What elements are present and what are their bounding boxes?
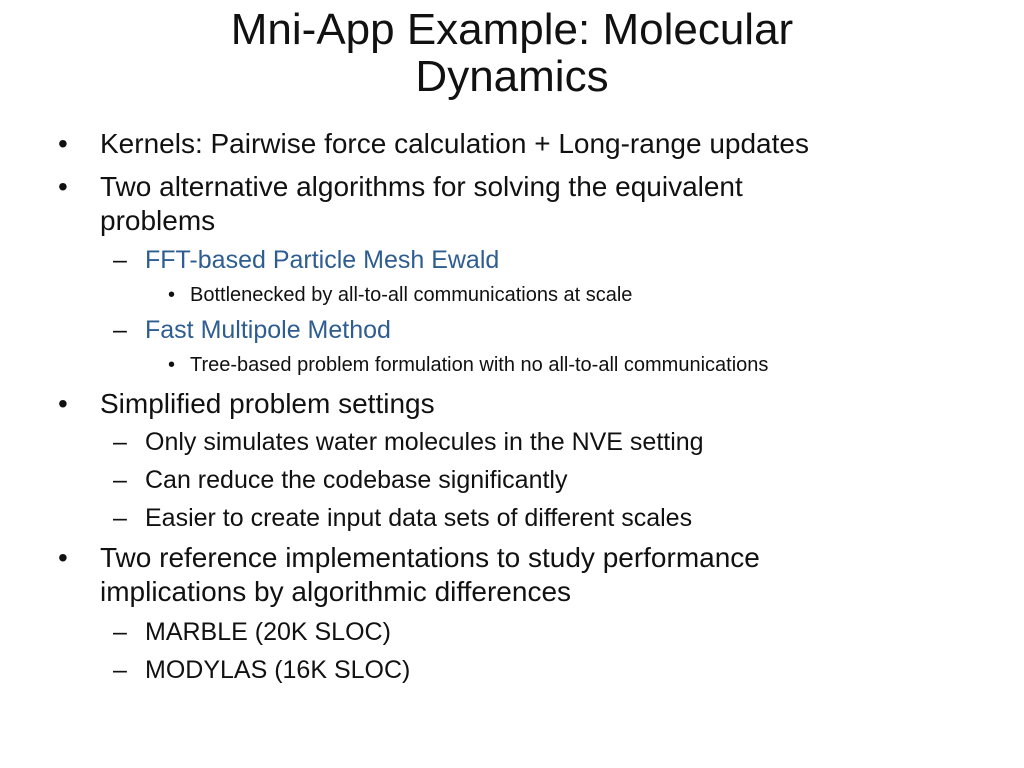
sub-bullet-text: MODYLAS (16K SLOC) bbox=[145, 656, 411, 684]
detail-bullet-text: Bottlenecked by all-to-all communications at scale bbox=[190, 284, 633, 306]
bullet-text: Two alternative algorithms for solving the equivalent bbox=[100, 171, 743, 202]
bullet-text: problems bbox=[100, 205, 216, 236]
sub-bullet-text: Fast Multipole Method bbox=[145, 316, 391, 344]
dash-marker: – bbox=[113, 246, 127, 274]
bullet-text: Kernels: Pairwise force calculation + Long-range updates bbox=[100, 128, 809, 159]
slide-title bbox=[100, 6, 924, 100]
detail-bullet-text: Tree-based problem formulation with no all-to-all communications bbox=[190, 354, 769, 376]
bullet-marker: • bbox=[58, 542, 68, 573]
sub-bullet-text: FFT-based Particle Mesh Ewald bbox=[145, 246, 500, 274]
bullet-marker: • bbox=[58, 171, 68, 202]
dash-marker: – bbox=[113, 466, 127, 494]
slide-title-line-2: Dynamics bbox=[415, 52, 609, 101]
sub-bullet-text: Can reduce the codebase significantly bbox=[145, 466, 568, 494]
dash-marker: – bbox=[113, 656, 127, 684]
sub-bullet-text: Easier to create input data sets of different scales bbox=[145, 504, 693, 532]
bullet-marker: • bbox=[168, 284, 176, 306]
bullet-text: implications by algorithmic differences bbox=[100, 576, 572, 607]
bullet-marker: • bbox=[58, 128, 68, 159]
dash-marker: – bbox=[113, 504, 127, 532]
dash-marker: – bbox=[113, 618, 127, 646]
dash-marker: – bbox=[113, 316, 127, 344]
bullet-marker: • bbox=[58, 388, 68, 419]
slide-title-line-1: Mni-App Example: Molecular bbox=[230, 5, 794, 54]
sub-bullet-text: Only simulates water molecules in the NVE setting bbox=[145, 428, 704, 456]
bullet-text: Two reference implementations to study performance bbox=[100, 542, 760, 573]
dash-marker: – bbox=[113, 428, 127, 456]
sub-bullet-text: MARBLE (20K SLOC) bbox=[145, 618, 391, 646]
bullet-text: Simplified problem settings bbox=[100, 388, 435, 419]
bullet-marker: • bbox=[168, 354, 176, 376]
